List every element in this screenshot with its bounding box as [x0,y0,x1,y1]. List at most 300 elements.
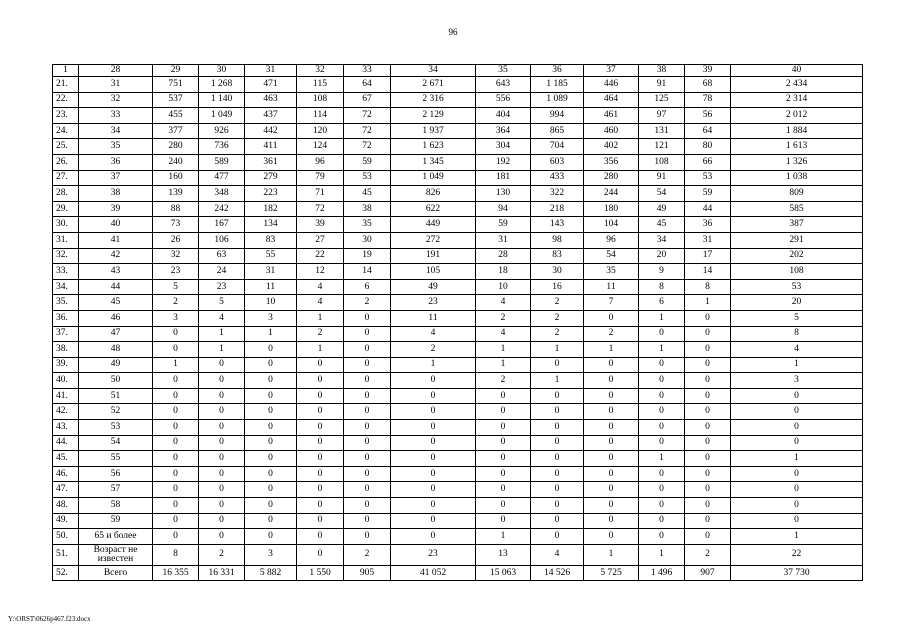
table-cell: 5 [199,295,245,311]
table-cell: 585 [731,201,863,217]
table-cell: 0 [685,342,731,358]
table-cell: 91 [639,77,685,93]
table-cell: 1 268 [199,77,245,93]
table-cell: 0 [297,482,344,498]
row-number-cell: 48. [53,498,79,514]
table-cell: 14 526 [531,565,584,581]
table-cell: 4 [476,295,531,311]
table-cell: 0 [584,482,639,498]
table-row [53,310,863,326]
table-cell: 83 [245,232,297,248]
table-cell: 0 [344,357,391,373]
table-cell: 0 [153,498,199,514]
table-cell: 0 [531,451,584,467]
table-cell: 52 [79,404,153,420]
table-cell: 15 063 [476,565,531,581]
table-cell: 91 [639,170,685,186]
table-cell: 0 [685,482,731,498]
table-cell: 1 550 [297,565,344,581]
table-cell: 46 [79,310,153,326]
table-cell: 3 [153,310,199,326]
table-cell: 33 [79,108,153,124]
table-cell: 98 [531,232,584,248]
table-row [53,232,863,248]
table-cell: 0 [245,420,297,436]
table-cell: 68 [685,77,731,93]
table-cell: 0 [685,451,731,467]
table-cell: 0 [584,373,639,389]
table-cell: 1 [584,342,639,358]
table-cell: 0 [297,498,344,514]
table-cell: 736 [199,139,245,155]
table-cell: 2 314 [731,92,863,108]
table-cell: 23 [199,279,245,295]
table-cell: 0 [531,466,584,482]
table-cell: 56 [79,466,153,482]
table-cell: 0 [153,513,199,529]
table-cell: 28 [476,248,531,264]
table-cell: 477 [199,170,245,186]
table-row [53,565,863,581]
table-cell: 49 [79,357,153,373]
table-cell: 0 [685,513,731,529]
table-cell: 59 [79,513,153,529]
table-body [53,65,863,581]
row-number-cell: 47. [53,482,79,498]
table-cell: 139 [153,186,199,202]
table-cell: 0 [531,498,584,514]
table-cell: 44 [79,279,153,295]
table-cell: 97 [639,108,685,124]
table-row [53,498,863,514]
table-cell: 50 [79,373,153,389]
table-cell: 40 [731,65,863,77]
table-cell: 994 [531,108,584,124]
table-cell: 1 937 [391,123,476,139]
table-cell: 0 [153,388,199,404]
table-cell: 0 [199,529,245,545]
row-number-cell: 25. [53,139,79,155]
table-row [53,295,863,311]
table-cell: 364 [476,123,531,139]
table-cell: 0 [731,420,863,436]
table-cell: 460 [584,123,639,139]
table-cell: 36 [79,154,153,170]
row-number-cell: 52. [53,565,79,581]
table-cell: 0 [199,357,245,373]
table-cell: 0 [344,420,391,436]
table-cell: 0 [731,404,863,420]
table-cell: 272 [391,232,476,248]
table-cell: 16 355 [153,565,199,581]
table-cell: 0 [391,420,476,436]
table-cell: 0 [199,420,245,436]
table-cell: 0 [639,529,685,545]
table-cell: 643 [476,77,531,93]
table-cell: 22 [731,544,863,565]
table-cell: 0 [297,388,344,404]
table-cell: 433 [531,170,584,186]
table-cell: 19 [344,248,391,264]
table-cell: 125 [639,92,685,108]
table-cell: 0 [531,513,584,529]
table-cell: 31 [476,232,531,248]
table-cell: 280 [153,139,199,155]
table-cell: 9 [639,264,685,280]
table-cell: Всего [79,565,153,581]
table-cell: 180 [584,201,639,217]
table-cell: 30 [344,232,391,248]
row-number-cell: 43. [53,420,79,436]
table-cell: 31 [245,65,297,77]
table-cell: 37 730 [731,565,863,581]
row-number-cell: 33. [53,264,79,280]
table-cell: 1 140 [199,92,245,108]
table-cell: 34 [639,232,685,248]
table-cell: 0 [685,529,731,545]
table-cell: 0 [531,482,584,498]
table-cell: 0 [245,529,297,545]
row-number-cell: 50. [53,529,79,545]
table-cell: 0 [639,388,685,404]
row-number-cell: 31. [53,232,79,248]
table-cell: 0 [344,435,391,451]
statistics-table [52,64,863,581]
table-cell: 59 [344,154,391,170]
table-cell: 809 [731,186,863,202]
table-cell: 40 [79,217,153,233]
table-cell: 72 [344,123,391,139]
table-cell: 53 [685,170,731,186]
table-cell: 0 [245,373,297,389]
table-row [53,435,863,451]
table-cell: 0 [153,404,199,420]
table-cell: 20 [731,295,863,311]
table-cell: 4 [731,342,863,358]
table-cell: 0 [639,420,685,436]
table-cell: 0 [476,435,531,451]
table-cell: 1 [199,326,245,342]
table-cell: 0 [639,498,685,514]
table-cell: 115 [297,77,344,93]
table-cell: 0 [584,435,639,451]
table-cell: 2 316 [391,92,476,108]
table-cell: 8 [731,326,863,342]
table-cell: 348 [199,186,245,202]
table-cell: 79 [297,170,344,186]
table-cell: 34 [79,123,153,139]
table-cell: 0 [584,466,639,482]
row-number-cell: 35. [53,295,79,311]
table-cell: 0 [297,451,344,467]
table-cell: 0 [476,451,531,467]
table-cell: 18 [476,264,531,280]
table-cell: 0 [297,466,344,482]
table-cell: 1 [639,544,685,565]
table-cell: 182 [245,201,297,217]
table-cell: 108 [639,154,685,170]
table-cell: 0 [685,466,731,482]
table-cell: 35 [476,65,531,77]
table-cell: 121 [639,139,685,155]
table-cell: 1 185 [531,77,584,93]
table-cell: 72 [344,108,391,124]
table-cell: 0 [685,420,731,436]
table-cell: 0 [245,498,297,514]
table-cell: 5 882 [245,565,297,581]
table-cell: 589 [199,154,245,170]
table-cell: 44 [685,201,731,217]
table-cell: 0 [153,420,199,436]
table-cell: 4 [531,544,584,565]
table-cell: 72 [344,139,391,155]
table-cell: 537 [153,92,199,108]
table-cell: 442 [245,123,297,139]
table-cell: 23 [391,295,476,311]
table-cell: 45 [344,186,391,202]
table-cell: 49 [391,279,476,295]
table-cell: 0 [639,482,685,498]
table-cell: 361 [245,154,297,170]
table-cell: 0 [153,466,199,482]
table-cell: 0 [344,513,391,529]
table-cell: 0 [584,357,639,373]
table-cell: 556 [476,92,531,108]
table-cell: 11 [245,279,297,295]
table-cell: 0 [391,529,476,545]
table-cell: 1 [531,373,584,389]
table-row [53,170,863,186]
table-cell: 0 [245,466,297,482]
table-cell: 0 [731,388,863,404]
table-cell: 1 [639,451,685,467]
table-cell: 47 [79,326,153,342]
row-number-cell: 49. [53,513,79,529]
table-cell: 905 [344,565,391,581]
table-cell: 0 [584,513,639,529]
table-cell: 1 [731,529,863,545]
table-cell: 3 [245,310,297,326]
table-cell: 57 [79,482,153,498]
row-number-cell: 32. [53,248,79,264]
table-cell: 1 [245,326,297,342]
table-cell: 39 [79,201,153,217]
table-cell: 0 [685,326,731,342]
table-cell: 36 [531,65,584,77]
table-cell: 3 [731,373,863,389]
table-cell: 0 [199,482,245,498]
table-cell: 41 [79,232,153,248]
table-cell: 404 [476,108,531,124]
table-cell: 3 [245,544,297,565]
table-cell: 704 [531,139,584,155]
table-cell: 0 [476,420,531,436]
table-cell: 23 [391,544,476,565]
table-cell: 1 [584,544,639,565]
table-row [53,451,863,467]
table-row [53,279,863,295]
table-cell: 35 [79,139,153,155]
table-cell: 37 [584,65,639,77]
table-cell: 67 [344,92,391,108]
table-cell: 377 [153,123,199,139]
table-cell: 0 [344,326,391,342]
table-cell: 31 [245,264,297,280]
table-cell: 72 [297,201,344,217]
table-cell: 242 [199,201,245,217]
table-cell: 1 [639,342,685,358]
table-cell: 0 [199,466,245,482]
table-cell: 1 884 [731,123,863,139]
table-cell: 17 [685,248,731,264]
row-number-cell: 45. [53,451,79,467]
table-cell: 54 [584,248,639,264]
table-cell: 0 [685,357,731,373]
row-number-cell: 27. [53,170,79,186]
table-cell: 0 [584,420,639,436]
table-cell: 0 [153,451,199,467]
table-row [53,154,863,170]
table-cell: 38 [344,201,391,217]
table-cell: 0 [153,373,199,389]
row-number-cell: 29. [53,201,79,217]
table-cell: 0 [476,388,531,404]
table-cell: 0 [639,357,685,373]
table-cell: 0 [297,544,344,565]
table-cell: 603 [531,154,584,170]
row-number-cell: 22. [53,92,79,108]
table-row [53,217,863,233]
row-number-cell: 39. [53,357,79,373]
table-cell: 0 [731,466,863,482]
table-cell: 218 [531,201,584,217]
table-cell: 2 [685,544,731,565]
table-cell: 1 049 [199,108,245,124]
table-cell: 8 [639,279,685,295]
table-cell: 71 [297,186,344,202]
table-cell: 244 [584,186,639,202]
row-number-cell: 46. [53,466,79,482]
table-cell: 56 [685,108,731,124]
table-cell: 55 [245,248,297,264]
table-cell: 0 [685,373,731,389]
table-cell: 0 [476,466,531,482]
table-cell: 83 [531,248,584,264]
table-cell: 0 [531,404,584,420]
table-cell: 114 [297,108,344,124]
table-cell: 0 [685,310,731,326]
table-cell: 291 [731,232,863,248]
table-cell: 33 [344,65,391,77]
table-cell: 96 [584,232,639,248]
table-cell: 0 [531,357,584,373]
table-cell: 31 [79,77,153,93]
table-cell: 1 049 [391,170,476,186]
table-cell: 1 [476,357,531,373]
table-cell: 2 [476,310,531,326]
table-cell: 11 [584,279,639,295]
table-cell: 0 [199,451,245,467]
table-cell: 0 [584,498,639,514]
table-cell: 108 [731,264,863,280]
table-cell: 4 [476,326,531,342]
table-cell: 2 [344,544,391,565]
table-cell: 0 [245,388,297,404]
table-cell: 2 [391,342,476,358]
table-cell: 39 [297,217,344,233]
table-cell: 58 [79,498,153,514]
table-cell: 12 [297,264,344,280]
table-cell: 5 [731,310,863,326]
table-cell: 53 [344,170,391,186]
table-cell: 0 [344,342,391,358]
table-cell: 0 [391,388,476,404]
table-cell: 0 [297,513,344,529]
table-cell: 1 038 [731,170,863,186]
table-row [53,123,863,139]
table-cell: 2 [476,373,531,389]
table-cell: 108 [297,92,344,108]
table-cell: 0 [245,357,297,373]
table-cell: 446 [584,77,639,93]
table-cell: 130 [476,186,531,202]
table-cell: 322 [531,186,584,202]
table-cell: 45 [639,217,685,233]
table-row [53,466,863,482]
table-cell: 1 326 [731,154,863,170]
table-cell: 11 [391,310,476,326]
table-cell: 0 [344,498,391,514]
table-cell: 51 [79,388,153,404]
table-cell: 0 [391,404,476,420]
table-row [53,201,863,217]
table-row [53,139,863,155]
table-cell: 1 [199,342,245,358]
table-cell: 4 [199,310,245,326]
table-cell: 2 [199,544,245,565]
table-cell: 0 [584,529,639,545]
table-cell: 23 [153,264,199,280]
table-cell: 0 [639,326,685,342]
table-cell: 5 725 [584,565,639,581]
table-cell: 13 [476,544,531,565]
table-cell: 1 623 [391,139,476,155]
table-cell: 0 [584,310,639,326]
table-cell: 6 [639,295,685,311]
table-cell: 280 [584,170,639,186]
table-cell: 0 [731,435,863,451]
table-row [53,326,863,342]
table-cell: 0 [344,482,391,498]
table-cell: 0 [344,310,391,326]
row-number-cell: 51. [53,544,79,565]
table-cell: 0 [344,466,391,482]
table-cell: 0 [584,388,639,404]
table-cell: 0 [153,482,199,498]
table-cell: 411 [245,139,297,155]
table-row [53,92,863,108]
table-cell: 0 [685,498,731,514]
table-cell: 66 [685,154,731,170]
table-row [53,248,863,264]
table-cell: 907 [685,565,731,581]
table-row [53,388,863,404]
table-cell: 10 [476,279,531,295]
table-cell: 0 [391,498,476,514]
table-cell: 16 331 [199,565,245,581]
table-row [53,373,863,389]
table-cell: 0 [639,404,685,420]
